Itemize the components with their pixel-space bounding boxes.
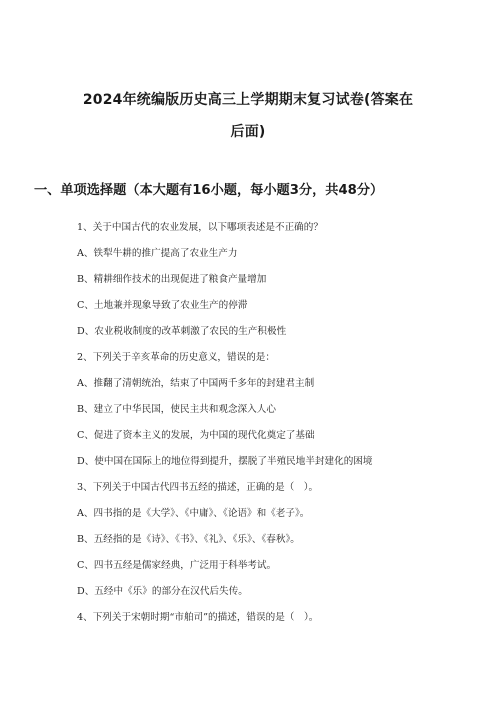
question-2-option-b: B、建立了中华民国，使民主共和观念深入人心 — [77, 404, 276, 415]
question-1-option-d: D、农业税收制度的改革刺激了农民的生产积极性 — [77, 326, 287, 337]
question-3-option-b: B、五经指的是《诗》、《书》、《礼》、《乐》、《春秋》。 — [77, 534, 300, 545]
question-3-option-d: D、五经中《乐》的部分在汉代后失传。 — [77, 586, 248, 597]
question-3-option-c: C、四书五经是儒家经典，广泛用于科举考试。 — [77, 560, 277, 571]
document-title-line-1: 2024年统编版历史高三上学期期末复习试卷(答案在 — [82, 92, 414, 108]
question-3-option-a: A、四书指的是《大学》、《中庸》、《论语》和《老子》。 — [77, 508, 310, 519]
question-1-option-a: A、铁犁牛耕的推广提高了农业生产力 — [77, 248, 238, 259]
question-2-option-a: A、推翻了清朝统治，结束了中国两千多年的封建君主制 — [77, 378, 315, 389]
document-title-line-2: 后面) — [230, 124, 266, 140]
question-1-option-b: B、精耕细作技术的出现促进了粮食产量增加 — [77, 274, 267, 285]
section-heading: 一、单项选择题（本大题有16小题，每小题3分，共48分） — [34, 183, 384, 198]
question-1-option-c: C、土地兼并现象导致了农业生产的停滞 — [77, 300, 248, 311]
question-2-option-d: D、使中国在国际上的地位得到提升，摆脱了半殖民地半封建化的困境 — [77, 456, 373, 467]
question-1-stem: 1、关于中国古代的农业发展，以下哪项表述是不正确的？ — [77, 222, 323, 233]
question-4-stem: 4、下列关于宋朝时期“市舶司”的描述，错误的是（ ）。 — [77, 612, 319, 623]
question-3-stem: 3、下列关于中国古代四书五经的描述，正确的是（ ）。 — [77, 482, 319, 493]
question-2-option-c: C、促进了资本主义的发展，为中国的现代化奠定了基础 — [77, 430, 315, 441]
question-2-stem: 2、下列关于辛亥革命的历史意义，错误的是： — [77, 352, 275, 363]
